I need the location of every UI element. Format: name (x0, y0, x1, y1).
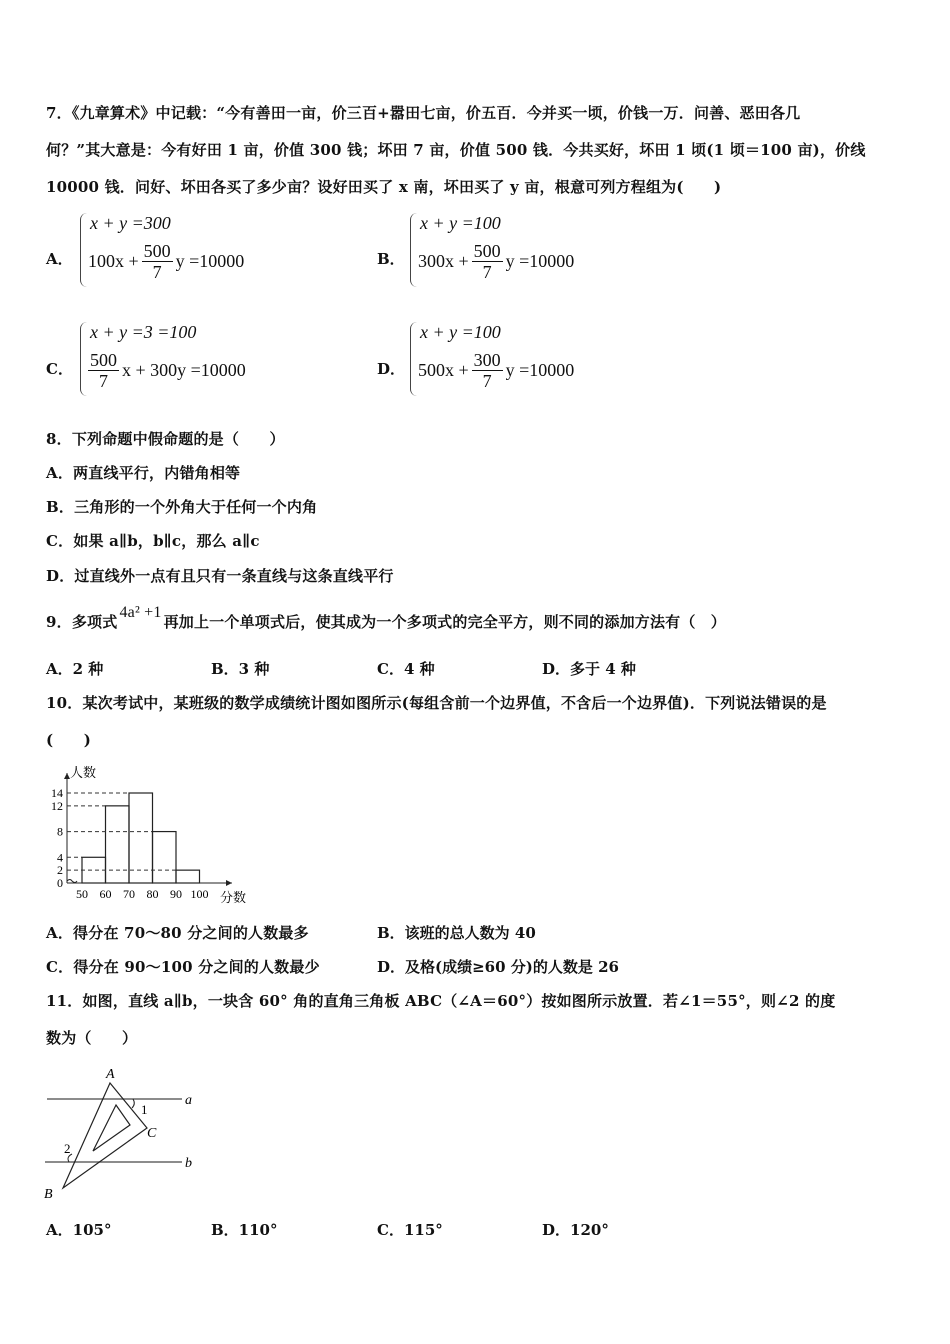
y-tick-label: 4 (57, 850, 63, 865)
q11-option-a: A．105° (46, 1221, 112, 1239)
q8-option-b: B．三角形的一个外角大于任何一个内角 (46, 498, 318, 516)
q9-option-b: B．3 种 (211, 660, 270, 678)
equation-row-1: x + y =100 (420, 213, 501, 233)
label-angle-2: 2 (64, 1141, 71, 1156)
equation-row-1: x + y =3 =100 (90, 322, 197, 342)
q7-option-c-label: C． (46, 360, 73, 378)
equation-term: y =10000 (505, 360, 575, 380)
q9-option-a: A．2 种 (46, 660, 104, 678)
q7-option-b-label: B． (377, 250, 405, 268)
q10-option-a: A．得分在 70～80 分之间的人数最多 (46, 924, 309, 942)
q11-option-d: D．120° (542, 1221, 609, 1239)
fraction: $\frac{500}{7}$ (143, 241, 171, 282)
angle-1-arc (132, 1099, 134, 1108)
q8-option-c: C．如果 a∥b，b∥c，那么 a∥c (46, 532, 260, 550)
q9-option-d: D．多于 4 种 (542, 660, 636, 678)
q11-line-1: 11．如图，直线 a∥b，一块含 60° 角的直角三角板 ABC（∠A＝60°）按如图所示放置．若∠1＝55°，则∠2 的度 (46, 992, 836, 1010)
q9-stem-post: 再加上一个单项式后，使其成为一个多项式的完全平方，则不同的添加方法有（ ） (163, 613, 726, 631)
q11-line-2: 数为（ ） (46, 1029, 138, 1047)
x-tick-label: 70 (123, 887, 135, 901)
equation-term: 300x + (418, 251, 469, 271)
x-tick-label: 50 (76, 887, 88, 901)
label-b-vertex: B (44, 1187, 53, 1202)
fraction: $\frac{500}{7}$ (473, 241, 501, 282)
q8-stem: 8．下列命题中假命题的是（ ） (46, 430, 285, 448)
label-line-b: b (185, 1156, 192, 1171)
x-tick-label: 90 (170, 887, 182, 901)
x-tick-label: 60 (99, 887, 112, 901)
label-a-vertex: A (106, 1067, 115, 1082)
x-axis-label: 分数 (220, 890, 247, 905)
q9-expression: 4a² +1 (119, 604, 162, 621)
q9-stem-pre: 9．多项式 (46, 613, 118, 631)
equation-term: x + 300y =10000 (122, 360, 246, 380)
equation-term: 500x + (418, 360, 469, 380)
equation-row-1: x + y =100 (420, 322, 501, 342)
q7-option-a-label: A． (46, 250, 73, 268)
q11-option-b: B．110° (211, 1221, 278, 1239)
q7-line-3: 10000 钱．问好、坏田各买了多少亩？设好田买了 x 南，坏田买了 y 亩，根意可列方程组为( ) (46, 178, 722, 196)
y-tick-label: 12 (51, 798, 63, 813)
q10-line-2: ( ) (46, 731, 91, 749)
y-axis-label: 人数 (70, 765, 97, 780)
equation-term: 100x + (88, 251, 139, 271)
q9-option-c: C．4 种 (377, 660, 435, 678)
q10-option-c: C．得分在 90～100 分之间的人数最少 (46, 958, 320, 976)
x-tick-label: 100 (190, 887, 209, 901)
q7-option-d-label: D． (377, 360, 406, 378)
equation-term: y =10000 (505, 251, 575, 271)
q10-option-d: D．及格(成绩≥60 分)的人数是 26 (377, 958, 619, 976)
y-tick-label: 2 (57, 863, 63, 878)
q8-option-a: A．两直线平行，内错角相等 (46, 464, 241, 482)
q7-line-2: 何？”其大意是：今有好田 1 亩，价值 300 钱；坏田 7 亩，价值 500 钱．今共买好，坏田 1 顷(1 顷＝100 亩)，价线 (46, 141, 866, 159)
y-tick-label: 14 (51, 786, 63, 800)
label-c-vertex: C (147, 1126, 157, 1141)
q8-option-d: D．过直线外一点有且只有一条直线与这条直线平行 (46, 567, 394, 585)
label-angle-1: 1 (141, 1102, 148, 1117)
q11-option-c: C．115° (377, 1221, 443, 1239)
fraction: $\frac{300}{7}$ (473, 350, 501, 391)
x-tick-label: 80 (146, 887, 159, 901)
equation-term: y =10000 (175, 251, 245, 271)
fraction: $\frac{500}{7}$ (90, 350, 117, 391)
y-tick-label: 0 (57, 876, 63, 890)
equation-row-1: x + y =300 (90, 213, 171, 233)
q7-line-1: 7．《九章算术》中记载：“今有善田一亩，价三百+嚣田七亩，价五百．今并买一顷，价钱一万．问善、恶田各几 (46, 104, 801, 122)
q10-line-1: 10．某次考试中，某班级的数学成绩统计图如图所示(每组含前一个边界值，不含后一个边界值)．下列说法错误的是 (46, 694, 827, 712)
y-tick-label: 8 (57, 824, 63, 839)
label-line-a: a (185, 1093, 192, 1108)
q10-option-b: B．该班的总人数为 40 (377, 924, 536, 942)
